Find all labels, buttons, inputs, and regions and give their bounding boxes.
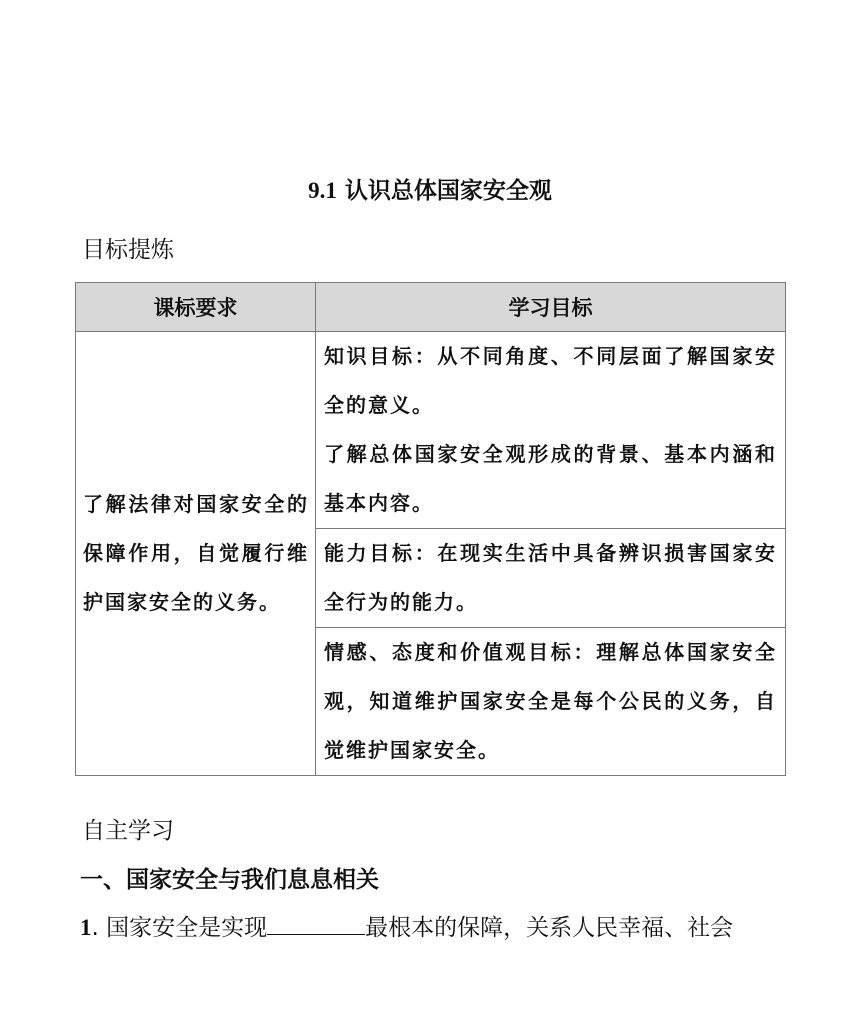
goals-section-label: 目标提炼 [82,237,174,263]
knowledge-objective-cell [316,332,786,529]
study-section-label: 自主学习 [82,818,174,844]
goals-table [75,282,786,776]
question-number: 1 [80,915,92,940]
header-learning-objectives: 学习目标 [316,283,786,332]
attitude-objective-cell [316,628,786,776]
knowledge-objective-text: 知识目标：从不同角度、不同层面了解国家安全的意义。 [324,344,777,417]
section-heading: 一、国家安全与我们息息相关 [80,867,379,893]
curriculum-requirement-text: 了解法律对国家安全的保障作用，自觉履行维护国家安全的义务。 [83,492,309,614]
ability-objective-text: 能力目标：在现实生活中具备辨识损害国家安全行为的能力。 [324,541,777,614]
title-number: 9.1 [308,178,337,203]
attitude-objective-text: 情感、态度和价值观目标：理解总体国家安全观，知道维护国家安全是每个公民的义务，自觉维护国家安全。 [324,640,777,762]
title-text: 认识总体国家安全观 [336,177,552,204]
curriculum-requirement-cell [76,332,316,776]
ability-objective-cell [316,529,786,628]
page-title [0,175,860,207]
question-text-after: 最根本的保障，关系人民幸福、社会 [365,915,734,941]
header-curriculum-requirements: 课标要求 [76,283,316,332]
table-row [76,332,786,529]
fill-in-blank[interactable] [267,912,365,935]
question-text-before: 国家安全是实现 [106,915,268,941]
question-item-1 [80,912,790,944]
knowledge-objective-text-2: 了解总体国家安全观形成的背景、基本内涵和基本内容。 [324,442,777,515]
goals-table-header-row [76,283,786,332]
question-number-sep: . [91,915,107,941]
